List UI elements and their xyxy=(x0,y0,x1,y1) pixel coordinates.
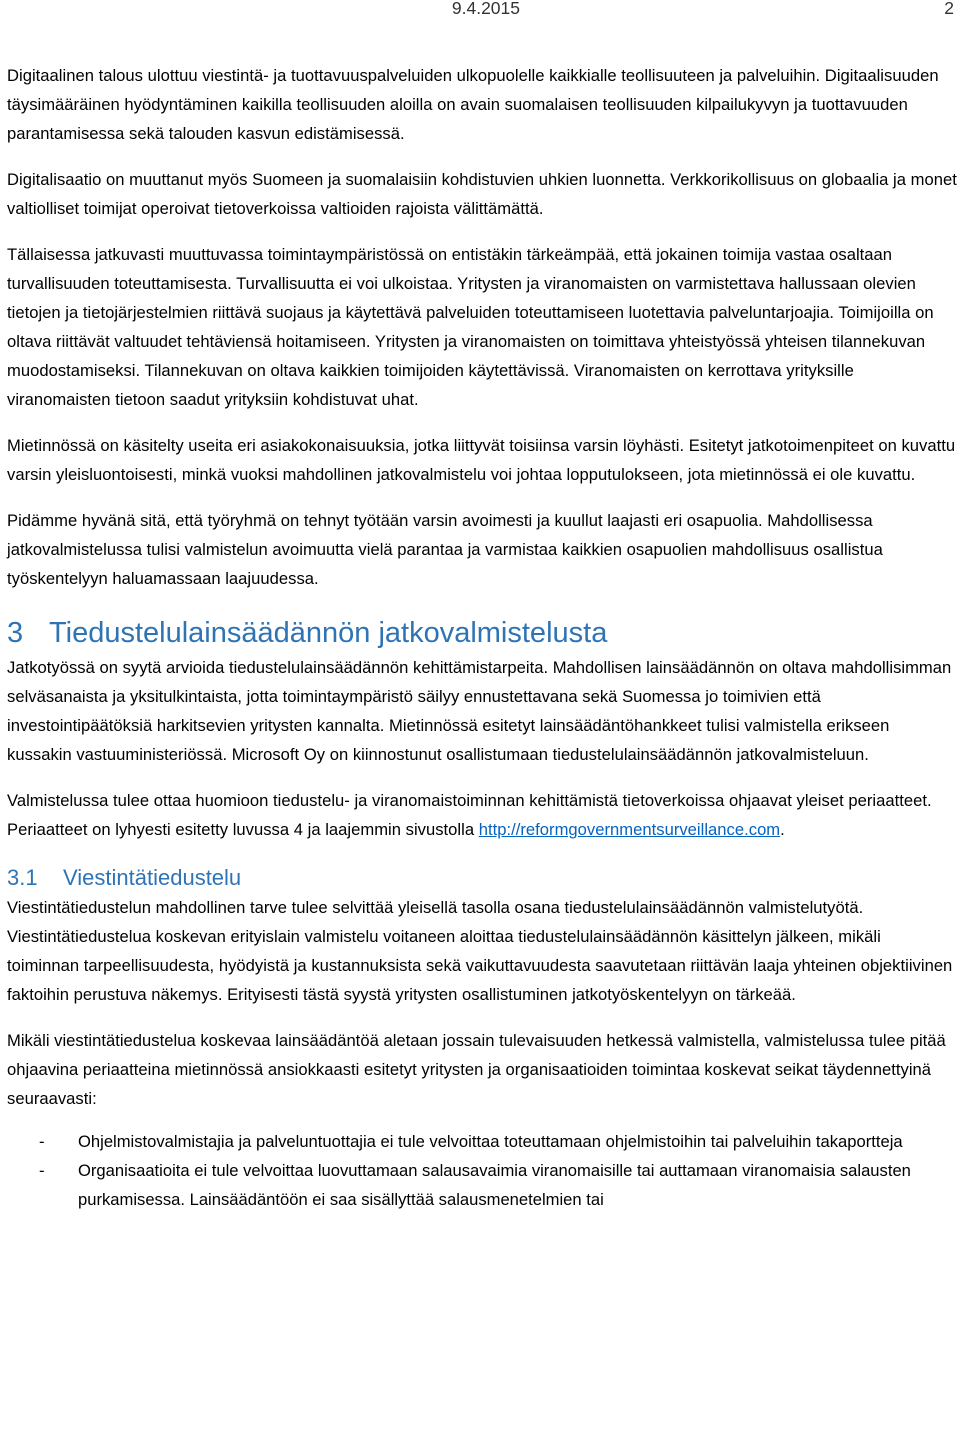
section-3-paragraph-1: Jatkotyössä on syytä arvioida tiedustelulainsäädännön kehittämistarpeita. Mahdollisen lainsäädännön on oltava mahdollisimman selväsanaista ja yksitulkintaista, jotta toimintaympäristö säilyy ennustettavana sekä Suomessa jo toimivien että investointipäätöksiä harkitsevien yritysten kannalta. Mietinnössä esitetyt lainsäädäntöhankkeet tulisi valmistella erikseen kussakin vastuuministeriössä. Microsoft Oy on kiinnostunut osallistumaan tiedustelulainsäädännön jatkovalmisteluun. xyxy=(7,658,952,764)
paragraph-security-responsibility: Tällaisessa jatkuvasti muuttuvassa toimintaympäristössä on entistäkin tärkeämpää, että jokainen toimija vastaa osaltaan turvallisuuden toteuttamisesta. Turvallisuutta ei voi ulkoistaa. Yritysten ja viranomaisten on varmistettava hallussaan olevien tietojen ja tietojärjestelmien riittävä suojaus ja käytettävä palveluiden toteuttamiseen luotettavia palveluntarjoajia. Toimijoilla on oltava riittävät valtuudet tehtäviensä hoitamiseen. Yritysten ja viranomaisten on toimittava yhteistyössä yhteisen tilannekuvan muodostamiseksi. Tilannekuvan on oltava kaikkien toimijoiden käytettävissä. Viranomaisten on kerrottava yrityksille viranomaisten tietoon saadut yrityksiin kohdistuvat uhat. xyxy=(7,245,934,409)
list-item-text: Ohjelmistovalmistajia ja palveluntuottajia ei tule velvoittaa toteuttamaan ohjelmistoihin tai palveluihin takaportteja xyxy=(78,1132,903,1151)
document-body xyxy=(7,61,957,1214)
paragraph-digitalization-threats: Digitalisaatio on muuttanut myös Suomeen ja suomalaisiin kohdistuvien uhkien luonnetta. Verkkorikollisuus on globaalia ja monet valtiolliset toimijat operoivat tietoverkoissa valtioiden rajoista välittämättä. xyxy=(7,170,957,218)
list-item xyxy=(7,1156,957,1214)
list-item-text: Organisaatioita ei tule velvoittaa luovuttamaan salausavaimia viranomaisille tai auttamaan viranomaisia salausten purkamisessa. Lainsäädäntöön ei saa sisällyttää salausmenetelmien tai xyxy=(78,1161,911,1209)
header-date: 9.4.2015 xyxy=(451,0,520,18)
page-header xyxy=(0,0,960,26)
page-number: 2 xyxy=(944,0,954,18)
section-3-1-number: 3.1 xyxy=(7,865,38,890)
principles-list xyxy=(7,1127,957,1214)
section-3-1-title: Viestintätiedustelu xyxy=(63,865,242,890)
section-3-paragraph-2-text: Valmistelussa tulee ottaa huomioon tiedustelu- ja viranomaistoiminnan kehittämistä tietoverkoissa ohjaavat yleiset periaatteet. Periaatteet on lyhyesti esitetty luvussa 4 ja laajemmin sivustolla xyxy=(7,791,932,839)
section-3-1-paragraph-2: Mikäli viestintätiedustelua koskevaa lainsäädäntöä aletaan jossain tulevaisuuden hetkessä valmistella, valmistelussa tulee pitää ohjaavina periaatteina mietinnössä ansiokkaasti esitetyt yritysten ja organisaatioiden toimintaa koskevat seikat täydennettyinä seuraavasti: xyxy=(7,1031,946,1108)
paragraph-report-topics: Mietinnössä on käsitelty useita eri asiakokonaisuuksia, jotka liittyvät toisiinsa varsin löyhästi. Esitetyt jatkotoimenpiteet on kuvattu varsin yleisluontoisesti, minkä vuoksi mahdollinen jatkovalmistelu voi johtaa lopputulokseen, jota mietinnössä ei ole kuvattu. xyxy=(7,436,956,484)
paragraph-openness: Pidämme hyvänä sitä, että työryhmä on tehnyt työtään varsin avoimesti ja kuullut laajasti eri osapuolia. Mahdollisessa jatkovalmistelussa tulisi valmistelun avoimuutta vielä parantaa ja varmistaa kaikkien osapuolien mahdollisuus osallistua työskentelyyn haluamassaan laajuudessa. xyxy=(7,511,883,588)
section-3-number: 3 xyxy=(7,617,24,649)
section-3-paragraph-2 xyxy=(7,786,957,844)
list-dash-marker: - xyxy=(39,1132,45,1151)
section-3-1-heading xyxy=(7,861,957,893)
reform-surveillance-link[interactable]: http://reformgovernmentsurveillance.com xyxy=(478,820,781,839)
section-3-1-paragraph-1: Viestintätiedustelun mahdollinen tarve tulee selvittää yleisellä tasolla osana tiedustelulainsäädännön valmistelutyötä. Viestintätiedustelua koskevan erityislain valmistelu voitaneen aloittaa tiedustelulainsäädännön käsittelyn jälkeen, mikäli toiminnan tarpeellisuudesta, hyödyistä ja kustannuksista sekä vaikuttavuudesta saavutetaan riittävän laaja yhteinen objektiivinen faktoihin perustuva näkemys. Erityisesti tästä syystä yritysten osallistuminen jatkotyöskentelyyn on tärkeää. xyxy=(7,898,953,1004)
list-item xyxy=(7,1127,957,1156)
list-dash-marker: - xyxy=(39,1161,45,1180)
section-3-title: Tiedustelulainsäädännön jatkovalmistelusta xyxy=(49,617,608,649)
section-3-heading xyxy=(7,610,957,653)
paragraph-digital-economy: Digitaalinen talous ulottuu viestintä- ja tuottavuuspalveluiden ulkopuolelle kaikkialle teollisuuteen ja palveluihin. Digitaalisuuden täysimääräinen hyödyntäminen kaikilla teollisuuden aloilla on avain suomalaisen teollisuuden kilpailukyvyn ja tuottavuuden parantamisessa sekä talouden kasvun edistämisessä. xyxy=(7,66,939,143)
section-3-paragraph-2-end: . xyxy=(780,820,785,839)
